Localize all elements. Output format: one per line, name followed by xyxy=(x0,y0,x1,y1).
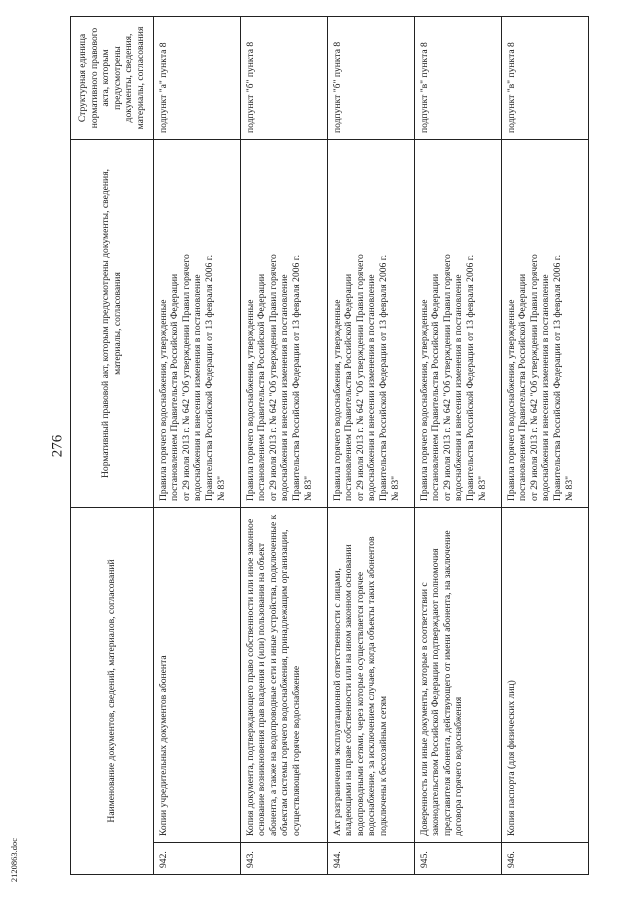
row-number: 945. xyxy=(414,843,501,875)
row-unit: подпункт "б" пункта 8 xyxy=(327,17,414,140)
row-number: 942. xyxy=(153,843,240,875)
header-unit: Структурная единица нормативного правового акта, которым предусмотрены документы, сведения, материалы, согласования xyxy=(71,17,154,140)
header-act: Нормативный правовой акт, которым предусмотрены документы, сведения, материалы, согласования xyxy=(71,140,154,508)
row-unit: подпункт "б" пункта 8 xyxy=(240,17,327,140)
table-row xyxy=(327,17,414,875)
row-name: Акт разграничения эксплуатационной ответственности с лицами, владеющими на праве собственности или на ином законном основании водопроводными сетями, через которые осуществляется горячее водоснабжение, за исключением случаев, когда объекты таких абонентов подключены к бесхозяйным сетям xyxy=(327,508,414,843)
row-name: Копия паспорта (для физических лиц) xyxy=(501,508,588,843)
row-number: 943. xyxy=(240,843,327,875)
table-row xyxy=(240,17,327,875)
row-number: 946. xyxy=(501,843,588,875)
row-act: Правила горячего водоснабжения, утвержденные постановлением Правительства Российской Федерации от 29 июля 2013 г. № 642 "Об утверждении Правил горячего водоснабжения и внесении изменения в постановление Правительства Российской Федерации от 13 февраля 2006 г. № 83" xyxy=(414,140,501,508)
row-name: Копия документа, подтверждающего право собственности или иное законное основание возникновения прав владения и (или) пользования на объект абонента, а также на водопроводные сети и иные устройства, подключенные к объектам системы горячего водоснабжения, принадлежащим организации, осуществляющей горячее водоснабжение xyxy=(240,508,327,843)
row-name: Копии учредительных документов абонента xyxy=(153,508,240,843)
row-unit: подпункт "а" пункта 8 xyxy=(153,17,240,140)
table-row xyxy=(501,17,588,875)
rotated-table-wrapper xyxy=(70,17,623,875)
table-header-row xyxy=(71,17,154,875)
row-unit: подпункт "в" пункта 8 xyxy=(501,17,588,140)
row-act: Правила горячего водоснабжения, утвержденные постановлением Правительства Российской Федерации от 29 июля 2013 г. № 642 "Об утверждении Правил горячего водоснабжения и внесении изменения в постановление Правительства Российской Федерации от 13 февраля 2006 г. № 83" xyxy=(327,140,414,508)
row-number: 944. xyxy=(327,843,414,875)
table-row xyxy=(414,17,501,875)
row-act: Правила горячего водоснабжения, утвержденные постановлением Правительства Российской Федерации от 29 июля 2013 г. № 642 "Об утверждении Правил горячего водоснабжения и внесении изменения в постановление Правительства Российской Федерации от 13 февраля 2006 г. № 83" xyxy=(153,140,240,508)
table-row xyxy=(153,17,240,875)
footer-file-code: 2120863.doc xyxy=(9,837,19,883)
header-name: Наименование документов, сведений, материалов, согласований xyxy=(71,508,154,875)
page-number: 276 xyxy=(49,434,66,458)
row-act: Правила горячего водоснабжения, утвержденные постановлением Правительства Российской Федерации от 29 июля 2013 г. № 642 "Об утверждении Правил горячего водоснабжения и внесении изменения в постановление Правительства Российской Федерации от 13 февраля 2006 г. № 83" xyxy=(240,140,327,508)
document-area xyxy=(70,17,623,875)
documents-table xyxy=(70,16,589,875)
row-act: Правила горячего водоснабжения, утвержденные постановлением Правительства Российской Федерации от 29 июля 2013 г. № 642 "Об утверждении Правил горячего водоснабжения и внесении изменения в постановление Правительства Российской Федерации от 13 февраля 2006 г. № 83" xyxy=(501,140,588,508)
row-unit: подпункт "в" пункта 8 xyxy=(414,17,501,140)
row-name: Доверенность или иные документы, которые в соответствии с законодательством Российской Федерации подтверждают полномочия представителя абонента, действующего от имени абонента, на заключение договора горячего водоснабжения xyxy=(414,508,501,843)
